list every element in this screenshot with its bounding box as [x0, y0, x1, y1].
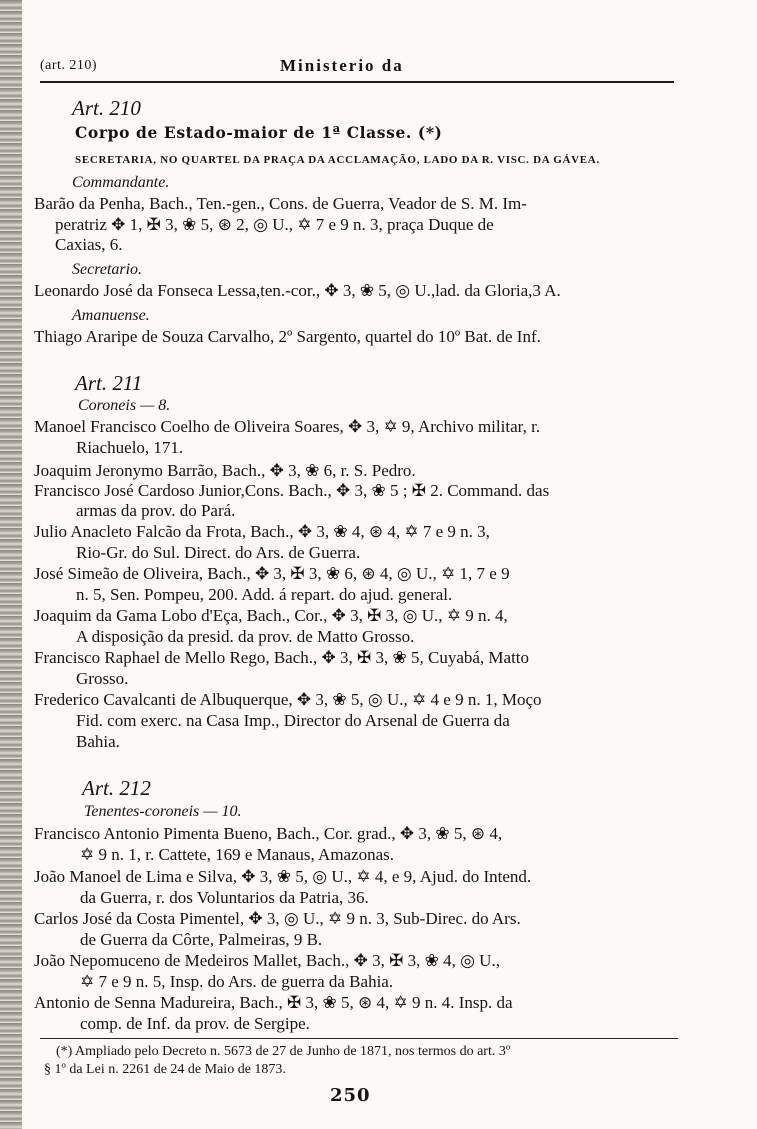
list-item-continuation: ✡ 7 e 9 n. 5, Insp. do Ars. de guerra da Bahia. — [80, 972, 394, 991]
list-item: Francisco José Cardoso Junior,Cons. Bach., ✥ 3, ❀ 5 ; ✠ 2. Command. das — [34, 481, 550, 500]
role-secretario: Secretario. — [72, 261, 143, 278]
secretario-entry: Leonardo José da Fonseca Lessa,ten.-cor., ✥ 3, ❀ 5, ◎ U.,lad. da Gloria,3 A. — [34, 281, 561, 300]
section-address: SECRETARIA, NO QUARTEL DA PRAÇA DA ACCLAMAÇÃO, LADO DA R. VISC. DA GÁVEA. — [75, 154, 600, 166]
article-211-title: Art. 211 — [75, 371, 143, 395]
commandante-line-2: peratriz ✥ 1, ✠ 3, ❀ 5, ⊛ 2, ◎ U., ✡ 7 e 9 n. 3, praça Duque de — [55, 215, 494, 234]
running-head-article-ref: (art. 210) — [40, 58, 98, 73]
commandante-line-1: Barão da Penha, Bach., Ten.-gen., Cons. de Guerra, Veador de S. M. Im- — [34, 194, 527, 213]
list-item: Antonio de Senna Madureira, Bach., ✠ 3, ❀ 5, ⊛ 4, ✡ 9 n. 4. Insp. da — [34, 993, 513, 1012]
list-item-continuation: Grosso. — [76, 669, 129, 688]
list-item: Frederico Cavalcanti de Albuquerque, ✥ 3, ❀ 5, ◎ U., ✡ 4 e 9 n. 1, Moço — [34, 690, 542, 709]
list-item: José Simeão de Oliveira, Bach., ✥ 3, ✠ 3, ❀ 6, ⊛ 4, ◎ U., ✡ 1, 7 e 9 — [34, 564, 510, 583]
list-item-continuation: Riachuelo, 171. — [76, 438, 184, 457]
section-title: Corpo de Estado-maior de 1ª Classe. (*) — [75, 123, 443, 142]
article-212-title: Art. 212 — [82, 776, 151, 800]
role-amanuense: Amanuense. — [72, 307, 150, 324]
category-coroneis: Coroneis — 8. — [78, 397, 171, 414]
footnote-line-2: § 1º da Lei n. 2261 de 24 de Maio de 1873. — [44, 1062, 286, 1077]
list-item-continuation: Bahia. — [76, 732, 120, 751]
amanuense-entry: Thiago Araripe de Souza Carvalho, 2º Sargento, quartel do 10º Bat. de Inf. — [34, 327, 541, 346]
list-item-continuation: n. 5, Sen. Pompeu, 200. Add. á repart. do ajud. general. — [76, 585, 453, 604]
page-binding-edge — [0, 0, 22, 1129]
list-item-continuation: Fid. com exerc. na Casa Imp., Director do Arsenal de Guerra da — [76, 711, 510, 730]
header-rule — [40, 81, 674, 83]
list-item: Joaquim da Gama Lobo d'Eça, Bach., Cor., ✥ 3, ✠ 3, ◎ U., ✡ 9 n. 4, — [34, 606, 508, 625]
list-item: Francisco Antonio Pimenta Bueno, Bach., Cor. grad., ✥ 3, ❀ 5, ⊛ 4, — [34, 824, 503, 843]
commandante-line-3: Caxias, 6. — [55, 235, 123, 254]
list-item-continuation: comp. de Inf. da prov. de Sergipe. — [80, 1014, 310, 1033]
list-item-continuation: A disposição da presid. da prov. de Matto Grosso. — [76, 627, 415, 646]
list-item: João Manoel de Lima e Silva, ✥ 3, ❀ 5, ◎ U., ✡ 4, e 9, Ajud. do Intend. — [34, 867, 532, 886]
running-head — [40, 56, 670, 80]
list-item: Julio Anacleto Falcão da Frota, Bach., ✥ 3, ❀ 4, ⊛ 4, ✡ 7 e 9 n. 3, — [34, 522, 490, 541]
footnote-line-1: (*) Ampliado pelo Decreto n. 5673 de 27 de Junho de 1871, nos termos do art. 3º — [56, 1044, 511, 1059]
list-item: João Nepomuceno de Medeiros Mallet, Bach., ✥ 3, ✠ 3, ❀ 4, ◎ U., — [34, 951, 500, 970]
list-item-continuation: da Guerra, r. dos Voluntarios da Patria, 36. — [80, 888, 369, 907]
article-210-title: Art. 210 — [72, 96, 141, 120]
list-item: Manoel Francisco Coelho de Oliveira Soares, ✥ 3, ✡ 9, Archivo militar, r. — [34, 417, 541, 436]
footnote-rule — [40, 1038, 678, 1039]
list-item-continuation: armas da prov. do Pará. — [76, 501, 236, 520]
list-item-continuation: Rio-Gr. do Sul. Direct. do Ars. de Guerra. — [76, 543, 361, 562]
role-commandante: Commandante. — [72, 174, 170, 191]
list-item: Carlos José da Costa Pimentel, ✥ 3, ◎ U., ✡ 9 n. 3, Sub-Direc. do Ars. — [34, 909, 521, 928]
running-head-ministry: Ministerio da — [280, 56, 404, 75]
list-item-continuation: de Guerra da Côrte, Palmeiras, 9 B. — [80, 930, 323, 949]
category-tenentes-coroneis: Tenentes-coroneis — 10. — [84, 803, 242, 820]
page-number: 250 — [330, 1085, 371, 1106]
list-item: Francisco Raphael de Mello Rego, Bach., ✥ 3, ✠ 3, ❀ 5, Cuyabá, Matto — [34, 648, 530, 667]
list-item-continuation: ✡ 9 n. 1, r. Cattete, 169 e Manaus, Amazonas. — [80, 845, 395, 864]
list-item: Joaquim Jeronymo Barrão, Bach., ✥ 3, ❀ 6, r. S. Pedro. — [34, 461, 416, 480]
